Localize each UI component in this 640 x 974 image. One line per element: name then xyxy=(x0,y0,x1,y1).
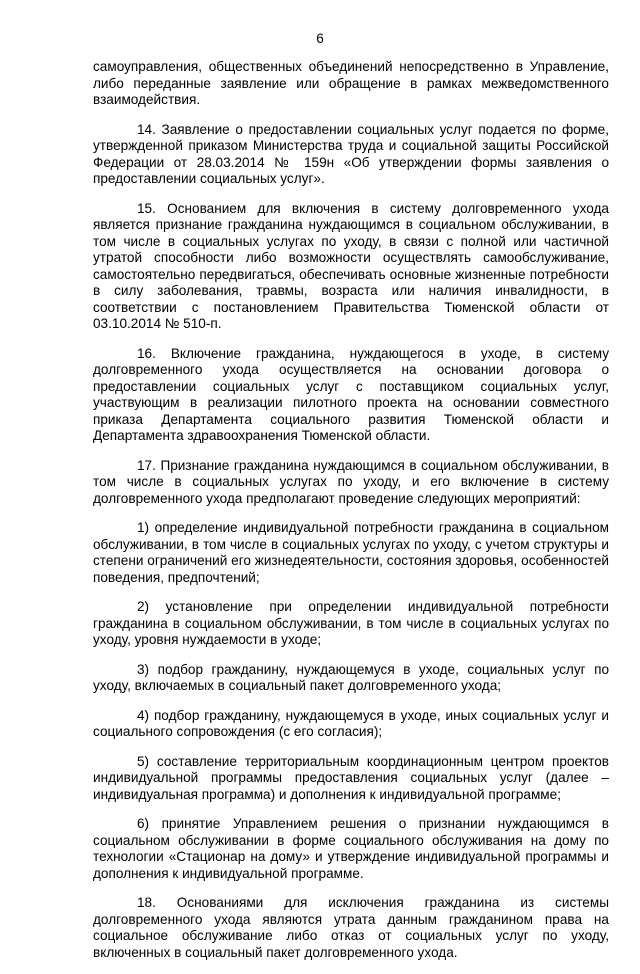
paragraph-16: 16. Включение гражданина, нуждающегося в уходе, в систему долговременного ухода осуществляется на основании договора о предоставлении социальных услуг с поставщиком социальных услуг, участвующим в реализации пилотного проекта на основании совместного приказа Департамента социального развития Тюменской области и Департамента здравоохранения Тюменской области. xyxy=(93,345,609,443)
page-number: 6 xyxy=(316,31,324,46)
list-item-4: 4) подбор гражданину, нуждающемуся в уходе, иных социальных услуг и социального сопровождения (с его согласия); xyxy=(93,707,609,739)
list-item-1: 1) определение индивидуальной потребности гражданина в социальном обслуживании, в том числе в социальных услугах по уходу, с учетом структуры и степени ограничений его жизнедеятельности, состояния здоровья, особенностей поведения, предпочтений; xyxy=(93,520,609,585)
list-item-6: 6) принятие Управлением решения о признании нуждающимся в социальном обслуживании в форме социального обслуживания на дому по технологии «Стационар на дому» и утверждение индивидуальной программы и дополнения к индивидуальной программе. xyxy=(93,816,609,881)
paragraph-14: 14. Заявление о предоставлении социальных услуг подается по форме, утвержденной приказом Министерства труда и социальной защиты Российской Федерации от 28.03.2014 № 159н «Об утверждении формы заявления о предоставлении социальных услуг». xyxy=(93,121,609,186)
list-item-3: 3) подбор гражданину, нуждающемуся в уходе, социальных услуг по уходу, включаемых в социальный пакет долговременного ухода; xyxy=(93,661,609,693)
list-item-5: 5) составление территориальным координационным центром проектов индивидуальной программы предоставления социальных услуг (далее – индивидуальная программа) и дополнения к индивидуальной программе; xyxy=(93,753,609,802)
paragraph-17: 17. Признание гражданина нуждающимся в социальном обслуживании, в том числе в социальных услугах по уходу, и его включение в систему долговременного ухода предполагают проведение следующих мероприятий: xyxy=(93,457,609,506)
paragraph-15: 15. Основанием для включения в систему долговременного ухода является признание гражданина нуждающимся в социальном обслуживании, в том числе в социальных услугах по уходу, в связи с полной или частичной утратой способности либо возможности осуществлять самообслуживание, самостоятельно передвигаться, обеспечивать основные жизненные потребности в силу заболевания, травмы, возраста или наличия инвалидности, в соответствии с постановлением Правительства Тюменской области от 03.10.2014 № 510-п. xyxy=(93,200,609,331)
document-body xyxy=(93,59,609,974)
paragraph-18: 18. Основаниями для исключения гражданина из системы долговременного ухода являются утрата данным гражданином права на социальное обслуживание либо отказ от социальных услуг по уходу, включенных в социальный пакет долговременного ухода. xyxy=(93,895,609,960)
list-item-2: 2) установление при определении индивидуальной потребности гражданина в социальном обслуживании, в том числе в социальных услугах по уходу, уровня нуждаемости в уходе; xyxy=(93,599,609,647)
paragraph-continuation: самоуправления, общественных объединений непосредственно в Управление, либо переданные заявление или обращение в рамках межведомственного взаимодействия. xyxy=(93,59,609,107)
